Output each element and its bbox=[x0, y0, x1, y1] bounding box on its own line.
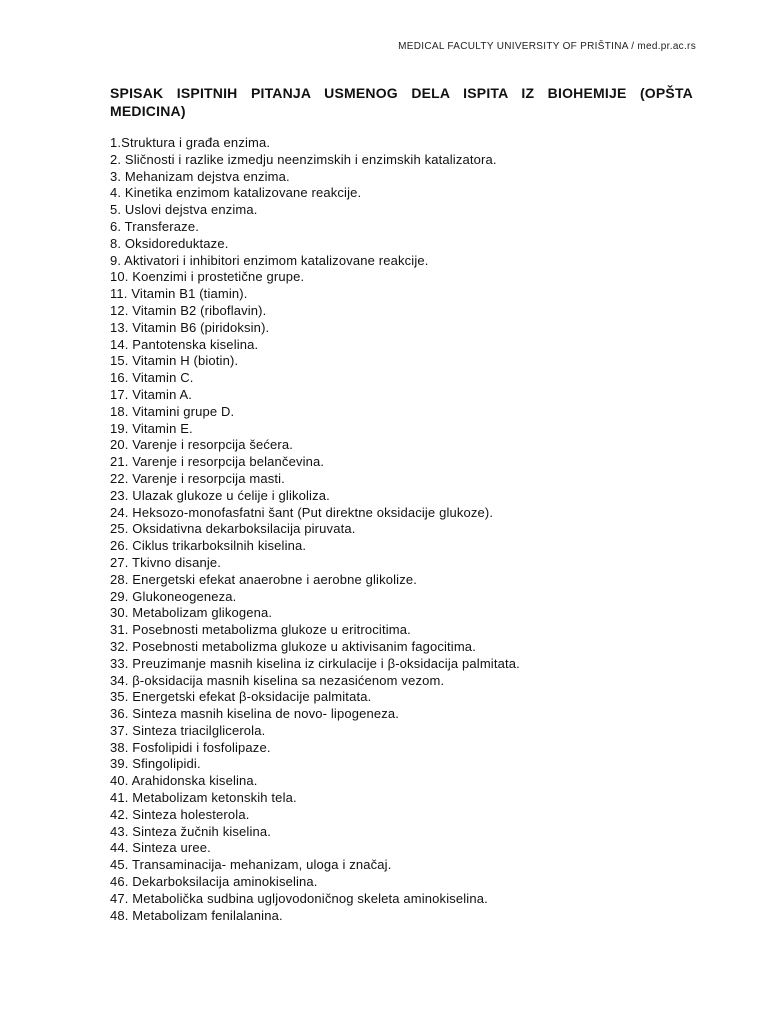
question-item: 22. Varenje i resorpcija masti. bbox=[110, 470, 285, 486]
question-item: 11. Vitamin B1 (tiamin). bbox=[110, 286, 248, 302]
question-item: 5. Uslovi dejstva enzima. bbox=[110, 202, 258, 218]
question-item: 29. Glukoneogeneza. bbox=[110, 588, 237, 604]
question-item: 45. Transaminacija- mehanizam, uloga i značaj. bbox=[110, 857, 392, 873]
question-item: 13. Vitamin B6 (piridoksin). bbox=[110, 319, 270, 335]
question-item: 32. Posebnosti metabolizma glukoze u aktivisanim fagocitima. bbox=[110, 638, 476, 654]
question-item: 12. Vitamin B2 (riboflavin). bbox=[110, 302, 267, 318]
question-list bbox=[110, 135, 520, 924]
question-item: 17. Vitamin A. bbox=[110, 386, 193, 402]
question-item: 26. Ciklus trikarboksilnih kiselina. bbox=[110, 538, 307, 554]
question-item: 30. Metabolizam glikogena. bbox=[110, 605, 273, 621]
question-item: 40. Arahidonska kiselina. bbox=[110, 773, 258, 789]
question-item: 1.Struktura i građa enzima. bbox=[110, 135, 271, 150]
question-item: 21. Varenje i resorpcija belančevina. bbox=[110, 454, 325, 470]
question-item: 39. Sfingolipidi. bbox=[110, 756, 201, 772]
question-item: 19. Vitamin E. bbox=[110, 420, 193, 436]
question-item: 31. Posebnosti metabolizma glukoze u eritrocitima. bbox=[110, 622, 411, 638]
question-item: 16. Vitamin C. bbox=[110, 370, 194, 386]
question-item: 3. Mehanizam dejstva enzima. bbox=[110, 168, 290, 184]
question-item: 37. Sinteza triacilglicerola. bbox=[110, 722, 266, 738]
question-item: 43. Sinteza žučnih kiselina. bbox=[110, 823, 272, 839]
question-item: 34. β-oksidacija masnih kiselina sa nezasićenom vezom. bbox=[110, 672, 445, 688]
question-item: 25. Oksidativna dekarboksilacija piruvata. bbox=[110, 521, 356, 537]
question-item: 46. Dekarboksilacija aminokiselina. bbox=[110, 874, 318, 890]
question-item: 27. Tkivno disanje. bbox=[110, 554, 222, 570]
question-item: 18. Vitamini grupe D. bbox=[110, 403, 235, 419]
question-item: 41. Metabolizam ketonskih tela. bbox=[110, 790, 297, 806]
question-item: 9. Aktivatori i inhibitori enzimom katalizovane reakcije. bbox=[110, 252, 429, 268]
question-item: 42. Sinteza holesterola. bbox=[110, 806, 250, 822]
question-item: 14. Pantotenska kiselina. bbox=[110, 336, 259, 352]
question-item: 6. Transferaze. bbox=[110, 218, 199, 234]
question-item: 38. Fosfolipidi i fosfolipaze. bbox=[110, 739, 271, 755]
question-item: 33. Preuzimanje masnih kiselina iz cirkulacije i β-oksidacija palmitata. bbox=[110, 655, 520, 671]
question-item: 48. Metabolizam fenilalanina. bbox=[110, 907, 283, 923]
question-item: 35. Energetski efekat β-oksidacije palmitata. bbox=[110, 689, 372, 705]
question-item: 15. Vitamin H (biotin). bbox=[110, 353, 239, 369]
question-item: 36. Sinteza masnih kiselina de novo- lipogeneza. bbox=[110, 706, 400, 722]
question-item: 20. Varenje i resorpcija šećera. bbox=[110, 437, 294, 453]
page-header: MEDICAL FACULTY UNIVERSITY OF PRIŠTINA / med.pr.ac.rs bbox=[398, 41, 696, 52]
question-item: 47. Metabolička sudbina ugljovodoničnog skeleta aminokiselina. bbox=[110, 890, 488, 906]
question-item: 8. Oksidoreduktaze. bbox=[110, 235, 229, 251]
document-title: SPISAK ISPITNIH PITANJA USMENOG DELA ISPITA IZ BIOHEMIJE (OPŠTA MEDICINA) bbox=[110, 85, 693, 119]
question-item: 10. Koenzimi i prostetične grupe. bbox=[110, 269, 305, 285]
question-item: 28. Energetski efekat anaerobne i aerobne glikolize. bbox=[110, 571, 417, 587]
question-item: 24. Heksozo-monofasfatni šant (Put direktne oksidacije glukoze). bbox=[110, 504, 494, 520]
question-item: 4. Kinetika enzimom katalizovane reakcije. bbox=[110, 185, 362, 201]
question-item: 2. Sličnosti i razlike izmedju neenzimskih i enzimskih katalizatora. bbox=[110, 151, 497, 167]
question-item: 23. Ulazak glukoze u ćelije i glikoliza. bbox=[110, 487, 330, 503]
question-item: 44. Sinteza uree. bbox=[110, 840, 211, 856]
